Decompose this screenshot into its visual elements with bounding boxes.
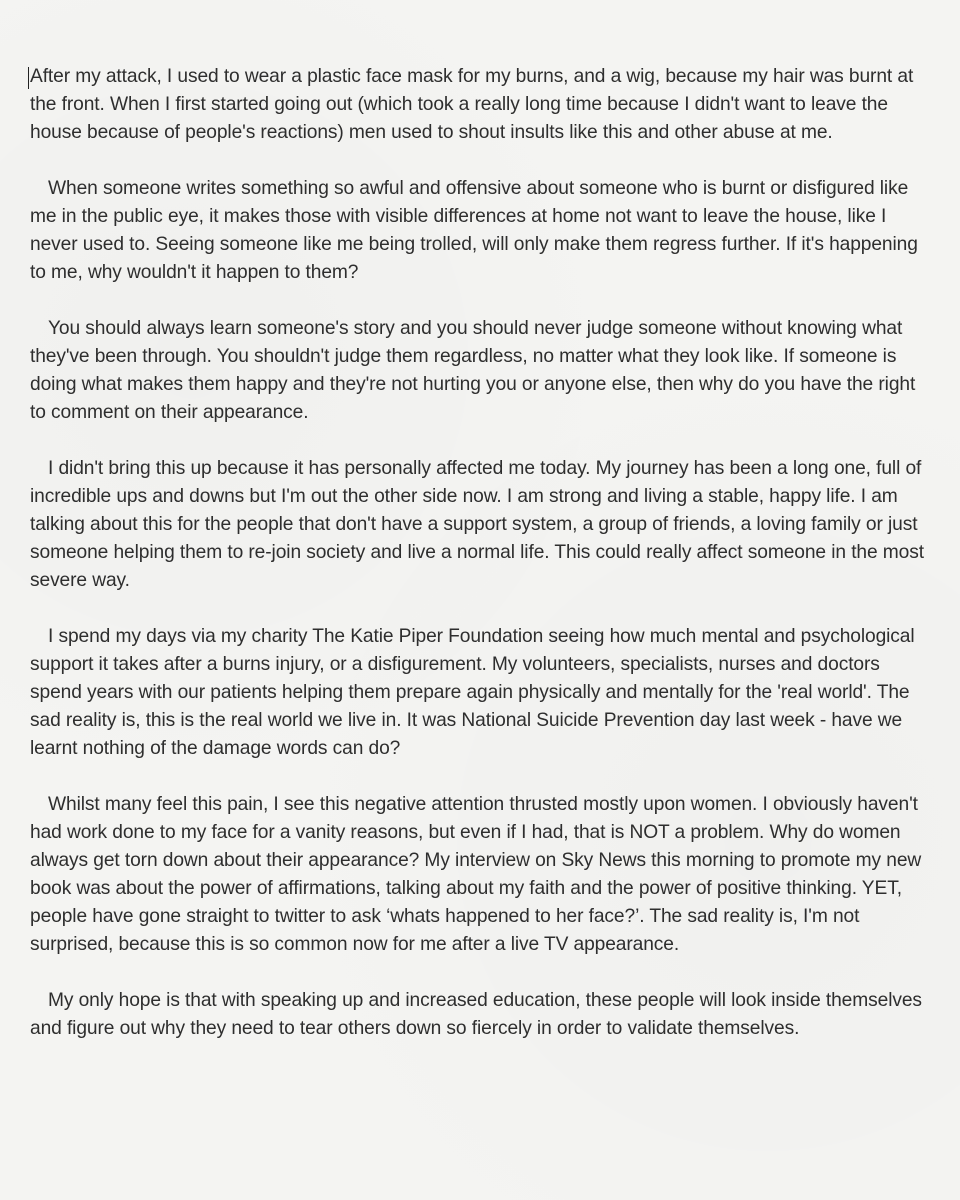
paragraph-1: After my attack, I used to wear a plastic face mask for my burns, and a wig, because my hair was burnt at the front. When I first started going out (which took a really long time because I didn't want to leave the house because of people's reactions) men used to shout insults like this and other abuse at me. bbox=[30, 66, 914, 143]
paragraph-2: When someone writes something so awful and offensive about someone who is burnt or disfigured like me in the public eye, it makes those with visible differences at home not want to leave the house, like I never used to. Seeing someone like me being trolled, will only make them regress further. If it's happening to me, why wouldn't it happen to them? bbox=[30, 178, 918, 283]
text-cursor bbox=[28, 67, 29, 89]
paragraph-3: You should always learn someone's story and you should never judge someone without knowing what they've been through. You shouldn't judge them regardless, no matter what they look like. If someone is doing what makes them happy and they're not hurting you or anyone else, then why do you have the right to comment on their appearance. bbox=[30, 318, 916, 423]
paragraph-6: Whilst many feel this pain, I see this negative attention thrusted mostly upon women. I obviously haven't had work done to my face for a vanity reasons, but even if I had, that is NOT a problem. Why do women always get torn down about their appearance? My interview on Sky News this morning to promote my new book was about the power of affirmations, talking about my faith and the power of positive thinking. YET, people have gone straight to twitter to ask ‘whats happened to her face?’. The sad reality is, I'm not surprised, because this is so common now for me after a live TV appearance. bbox=[30, 794, 922, 955]
paragraph-7: My only hope is that with speaking up and increased education, these people will look inside themselves and figure out why they need to tear others down so fiercely in order to validate themselves. bbox=[30, 990, 922, 1039]
paragraph-4: I didn't bring this up because it has personally affected me today. My journey has been a long one, full of incredible ups and downs but I'm out the other side now. I am strong and living a stable, happy life. I am talking about this for the people that don't have a support system, a group of friends, a loving family or just someone helping them to re-join society and live a normal life. This could really affect someone in the most severe way. bbox=[30, 458, 924, 591]
paragraph-5: I spend my days via my charity The Katie Piper Foundation seeing how much mental and psychological support it takes after a burns injury, or a disfigurement. My volunteers, specialists, nurses and doctors spend years with our patients helping them prepare again physically and mentally for the 'real world'. The sad reality is, this is the real world we live in. It was National Suicide Prevention day last week - have we learnt nothing of the damage words can do? bbox=[30, 626, 915, 759]
document-body[interactable] bbox=[30, 63, 935, 1071]
